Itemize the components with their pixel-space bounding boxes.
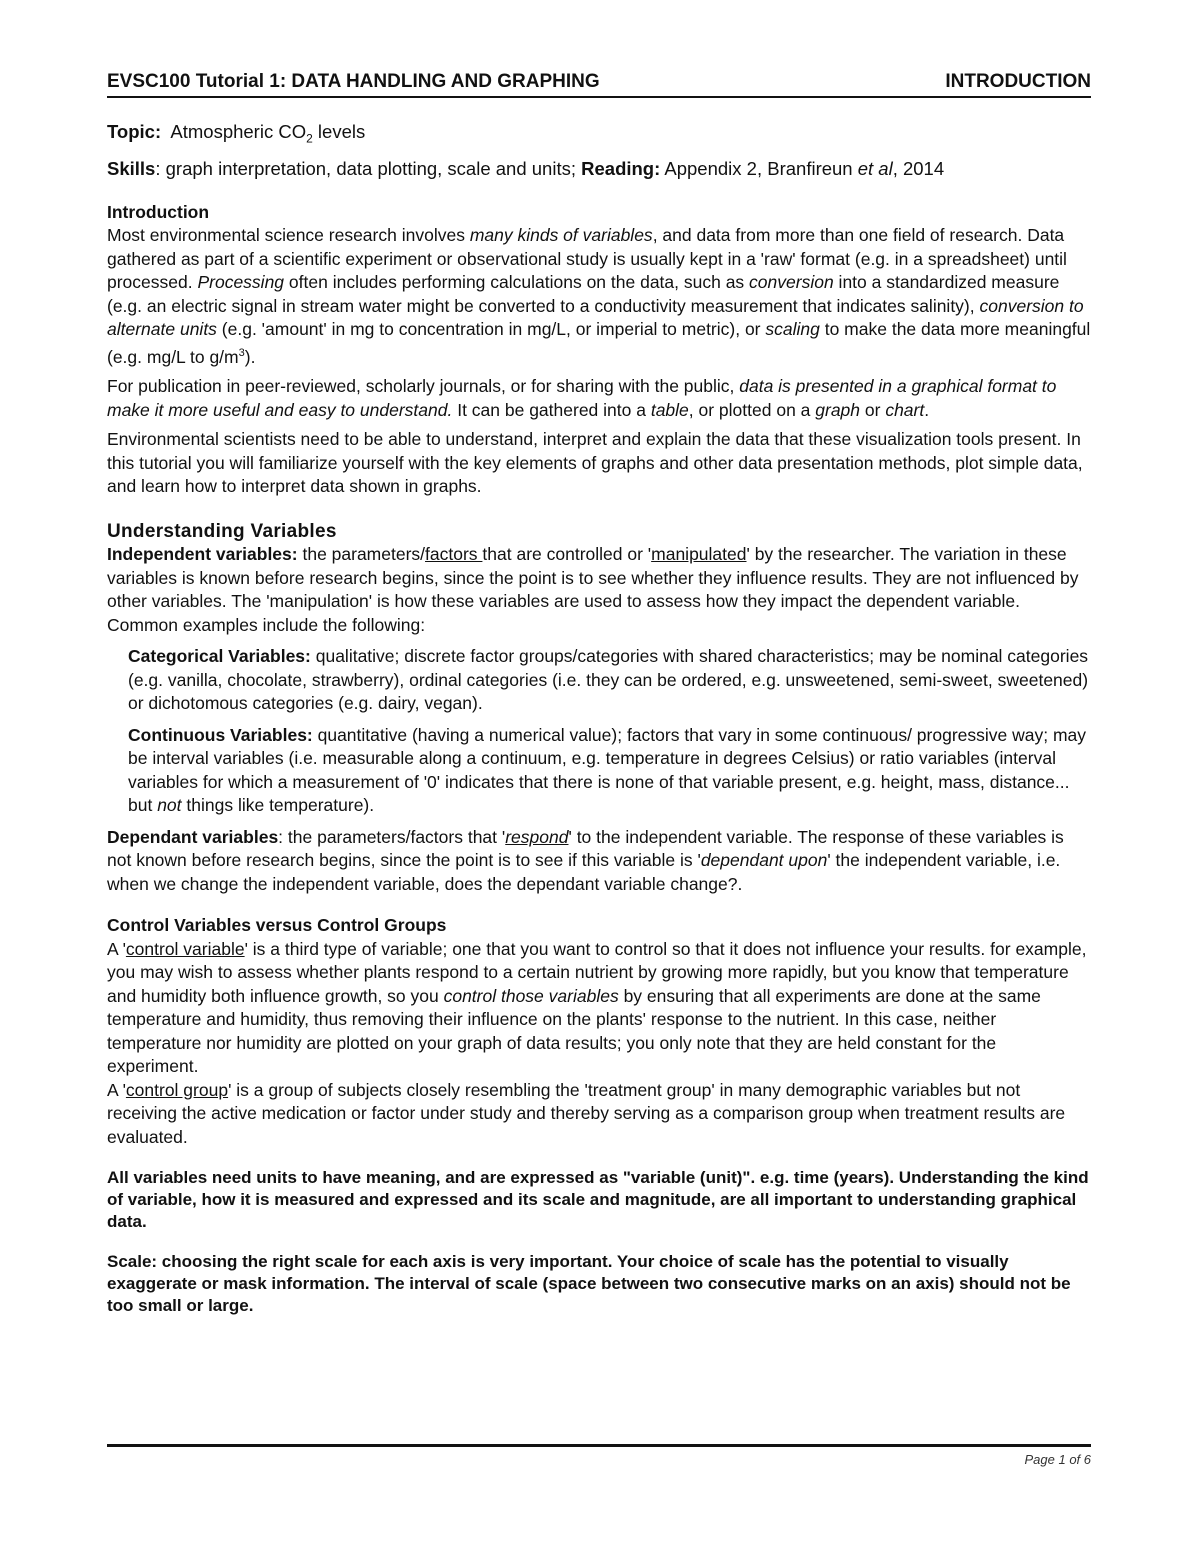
course-title: EVSC100 Tutorial 1: DATA HANDLING AND GRAPHING bbox=[107, 71, 600, 92]
units-note: All variables need units to have meaning, and are expressed as "variable (unit)". e.g. time (years). Understanding the kind of variable, how it is measured and expressed and its scale and magnitude, are all important to understanding graphical data. bbox=[107, 1168, 1089, 1232]
topic-subscript: 2 bbox=[306, 131, 313, 146]
introduction-heading: Introduction bbox=[107, 201, 210, 222]
topic-line bbox=[107, 120, 1091, 151]
topic-value-end: levels bbox=[312, 121, 366, 142]
document-page bbox=[107, 0, 1091, 1553]
independent-variables-paragraph: Independent variables: the parameters/factors that are controlled or 'manipulated' by the researcher. The variation in these variables is known before research begins, since the point is to see whether they influence results. They are not influenced by other variables. The 'manipulation' is how these variables are used to assess how they impact the dependent variable. Common examples include the following: bbox=[107, 544, 1079, 635]
reading-year: , 2014 bbox=[892, 158, 945, 180]
topic-label: Topic: bbox=[107, 121, 162, 142]
control-variable-paragraph: A 'control variable' is a third type of variable; one that you want to control so that it does not influence your results. for example, you may wish to assess whether plants respond to a certain nutrient by growing more rapidly, but you know that temperature and humidity both influence growth, so you control those variables by ensuring that all experiments are done at the same temperature and humidity, thus removing their influence on the plants' response to the nutrient. In this case, neither temperature nor humidity are plotted on your graph of data results; you only note that they are held constant for the experiment. bbox=[107, 938, 1087, 1077]
reading-text: Appendix 2, Branfireun bbox=[660, 158, 858, 180]
reading-label: Reading: bbox=[581, 158, 661, 180]
dependent-variables-paragraph: Dependant variables: the parameters/factors that 'respond' to the independent variable. The response of these variables is not known before research begins, since the point is to see if this variable is 'dependant upon' the independent variable, i.e. when we change the independent variable, does the dependant variable change?. bbox=[107, 826, 1064, 894]
document-body bbox=[107, 120, 1091, 1317]
reading-etal: et al bbox=[857, 158, 893, 180]
continuous-variables-paragraph: Continuous Variables: quantitative (having a numerical value); factors that vary in some continuous/ progressive way; may be interval variables (i.e. measurable along a continuum, e.g. temperature in degrees Celsius) or ratio variables (interval variables for which a measurement of '0' indicates that there is none of that variable present, e.g. height, mass, distance... but not things like temperature). bbox=[128, 724, 1087, 816]
section-title: INTRODUCTION bbox=[945, 71, 1091, 92]
topic-value: Atmospheric CO bbox=[170, 121, 307, 142]
control-heading: Control Variables versus Control Groups bbox=[107, 915, 447, 936]
variables-heading: Understanding Variables bbox=[107, 520, 337, 542]
footer-divider bbox=[107, 1444, 1091, 1447]
introduction-paragraph-2: For publication in peer-reviewed, scholarly journals, or for sharing with the public, data is presented in a graphical format to make it more useful and easy to understand. It can be gathered into a table, or plotted on a graph or chart. bbox=[107, 376, 1057, 420]
introduction-paragraph-3: Environmental scientists need to be able to understand, interpret and explain the data that these visualization tools present. In this tutorial you will familiarize yourself with the key elements of graphs and other data presentation methods, plot simple data, and learn how to interpret data shown in graphs. bbox=[107, 429, 1083, 497]
page-number: Page 1 of 6 bbox=[1024, 1452, 1091, 1467]
control-group-paragraph: A 'control group' is a group of subjects closely resembling the 'treatment group' in many demographic variables but not receiving the active medication or factor under study and thereby serving as a comparison group when treatment results are evaluated. bbox=[107, 1079, 1066, 1147]
introduction-paragraph-1: Most environmental science research involves many kinds of variables, and data from more than one field of research. Data gathered as part of a scientific experiment or observational study is usually kept in a 'raw' format (e.g. in a spreadsheet) until processed. Processing often includes performing calculations on the data, such as conversion into a standardized measure (e.g. an electric signal in stream water might be converted to a conductivity measurement that indicates salinity), conversion to alternate units (e.g. 'amount' in mg to concentration in mg/L, or imperial to metric), or scaling to make the data more meaningful (e.g. mg/L to $g/m^3$). bbox=[107, 225, 1091, 367]
skills-text: : graph interpretation, data plotting, scale and units; bbox=[155, 158, 582, 180]
categorical-variables-paragraph: Categorical Variables: qualitative; discrete factor groups/categories with shared characteristics; may be nominal categories (e.g. vanilla, chocolate, strawberry), ordinal categories (i.e. they can be ordered, e.g. unsweetened, semi-sweet, sweetened) or dichotomous categories (e.g. dairy, vegan). bbox=[128, 646, 1089, 714]
skills-label: Skills bbox=[107, 158, 156, 180]
scale-note: Scale: choosing the right scale for each axis is very important. Your choice of scale has the potential to visually exaggerate or mask information. The interval of scale (space between two consecutive marks on an axis) should not be too small or large. bbox=[107, 1252, 1071, 1316]
skills-line bbox=[107, 157, 1091, 181]
page-header bbox=[107, 70, 1091, 98]
